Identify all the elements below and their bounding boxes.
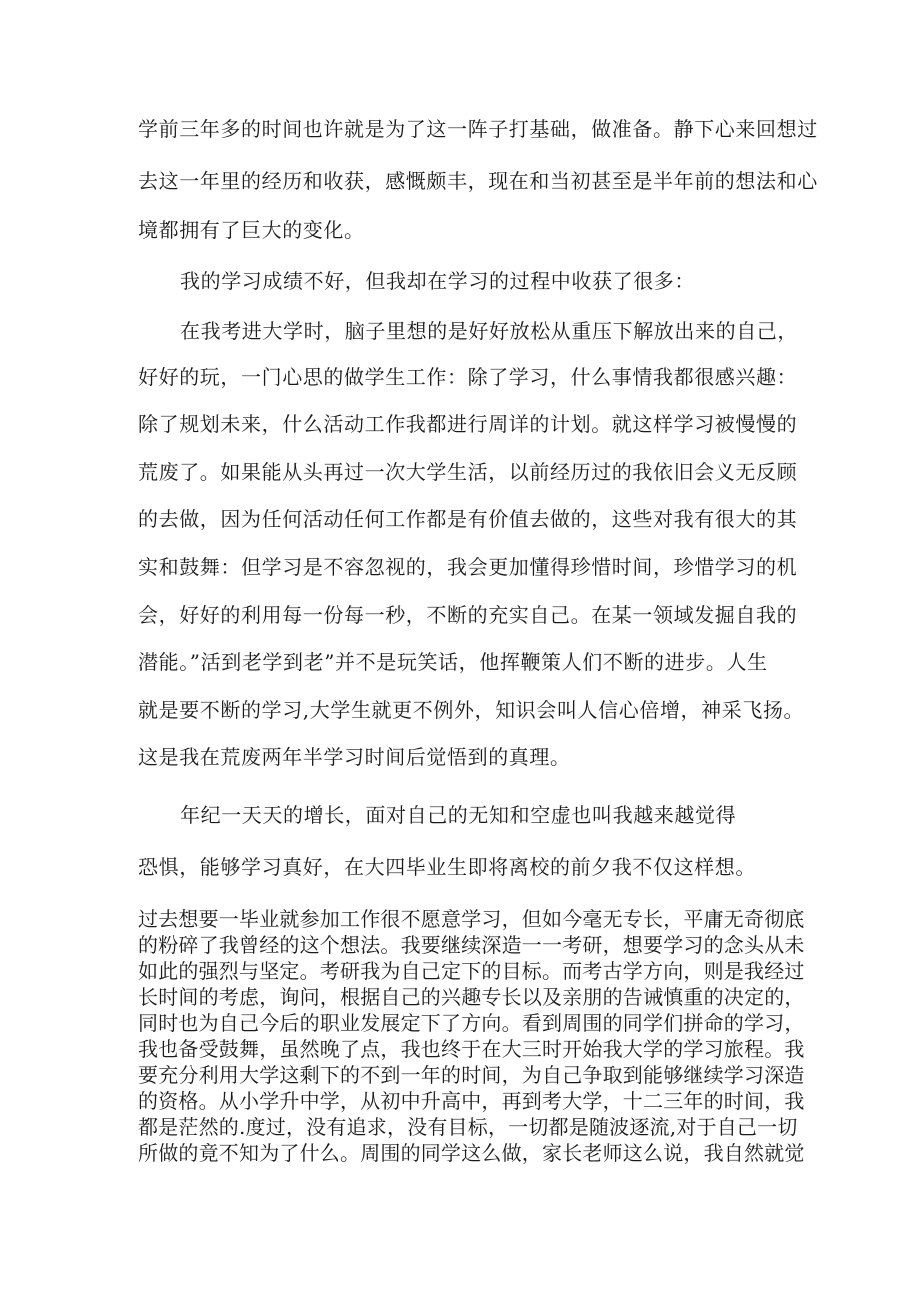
paragraph-start: 在我考进大学时，脑子里想的是好好放松从重压下解放出来的自己， [180,319,798,343]
text-line: 长时间的考虑，询问，根据自己的兴趣专长以及亲朋的告诫慎重的决定的， [138,985,805,1009]
text-line: 都是茫然的.度过，没有追求，没有目标，一切都是随波逐流,对于自己一切 [138,1115,798,1139]
text-line: 要充分利用大学这剩下的不到一年的时间，为自己争取到能够继续学习深造 [138,1063,805,1087]
paragraph-start: 年纪一天天的增长，面对自己的无知和空虚也叫我越来越觉得 [180,803,737,827]
text-line: 我也备受鼓舞，虽然晚了点，我也终于在大三时开始我大学的学习旅程。我 [138,1037,805,1061]
text-line: 这是我在荒废两年半学习时间后觉悟到的真理。 [138,745,571,769]
text-line: 就是要不断的学习,大学生就更不例外，知识会叫人信心倍增，神采飞扬。 [138,698,805,722]
text-line: 的资格。从小学升中学，从初中升高中，再到考大学，十二三年的时间，我 [138,1089,805,1113]
text-line: 过去想要一毕业就参加工作很不愿意学习，但如今毫无专长，平庸无奇彻底 [138,907,805,931]
text-line: 潜能。”活到老学到老”并不是玩笑话，他挥鞭策人们不断的进步。人生 [138,650,768,674]
text-line: 的去做，因为任何活动任何工作都是有价值去做的，这些对我有很大的其 [138,507,798,531]
paragraph-start: 我的学习成绩不好，但我却在学习的过程中收获了很多： [180,269,695,293]
text-line: 恐惧，能够学习真好，在大四毕业生即将离校的前夕我不仅这样想。 [138,855,756,879]
text-line: 会，好好的利用每一份每一秒，不断的充实自己。在某一领域发掘自我的 [138,603,798,627]
text-line: 同时也为自己今后的职业发展定下了方向。看到周围的同学们拼命的学习， [138,1011,805,1035]
text-line: 实和鼓舞：但学习是不容忽视的，我会更加懂得珍惜时间，珍惜学习的机 [138,555,798,579]
text-line: 学前三年多的时间也许就是为了这一阵子打基础，做准备。静下心来回想过 [138,117,818,141]
text-line: 如此的强烈与坚定。考研我为自己定下的目标。而考古学方向，则是我经过 [138,959,805,983]
text-line: 境都拥有了巨大的变化。 [138,218,365,242]
text-line: 除了规划未来，什么活动工作我都进行周详的计划。就这样学习被慢慢的 [138,412,798,436]
text-line: 好好的玩，一门心思的做学生工作：除了学习，什么事情我都很感兴趣： [138,365,798,389]
text-line: 荒废了。如果能从头再过一次大学生活，以前经历过的我依旧会义无反顾 [138,460,798,484]
text-line: 所做的竟不知为了什么。周围的同学这么做，家长老师这么说，我自然就觉 [138,1141,805,1165]
text-line: 的粉碎了我曾经的这个想法。我要继续深造一一考研，想要学习的念头从未 [138,933,805,957]
text-line: 去这一年里的经历和收获，感慨颇丰，现在和当初甚至是半年前的想法和心 [138,169,818,193]
